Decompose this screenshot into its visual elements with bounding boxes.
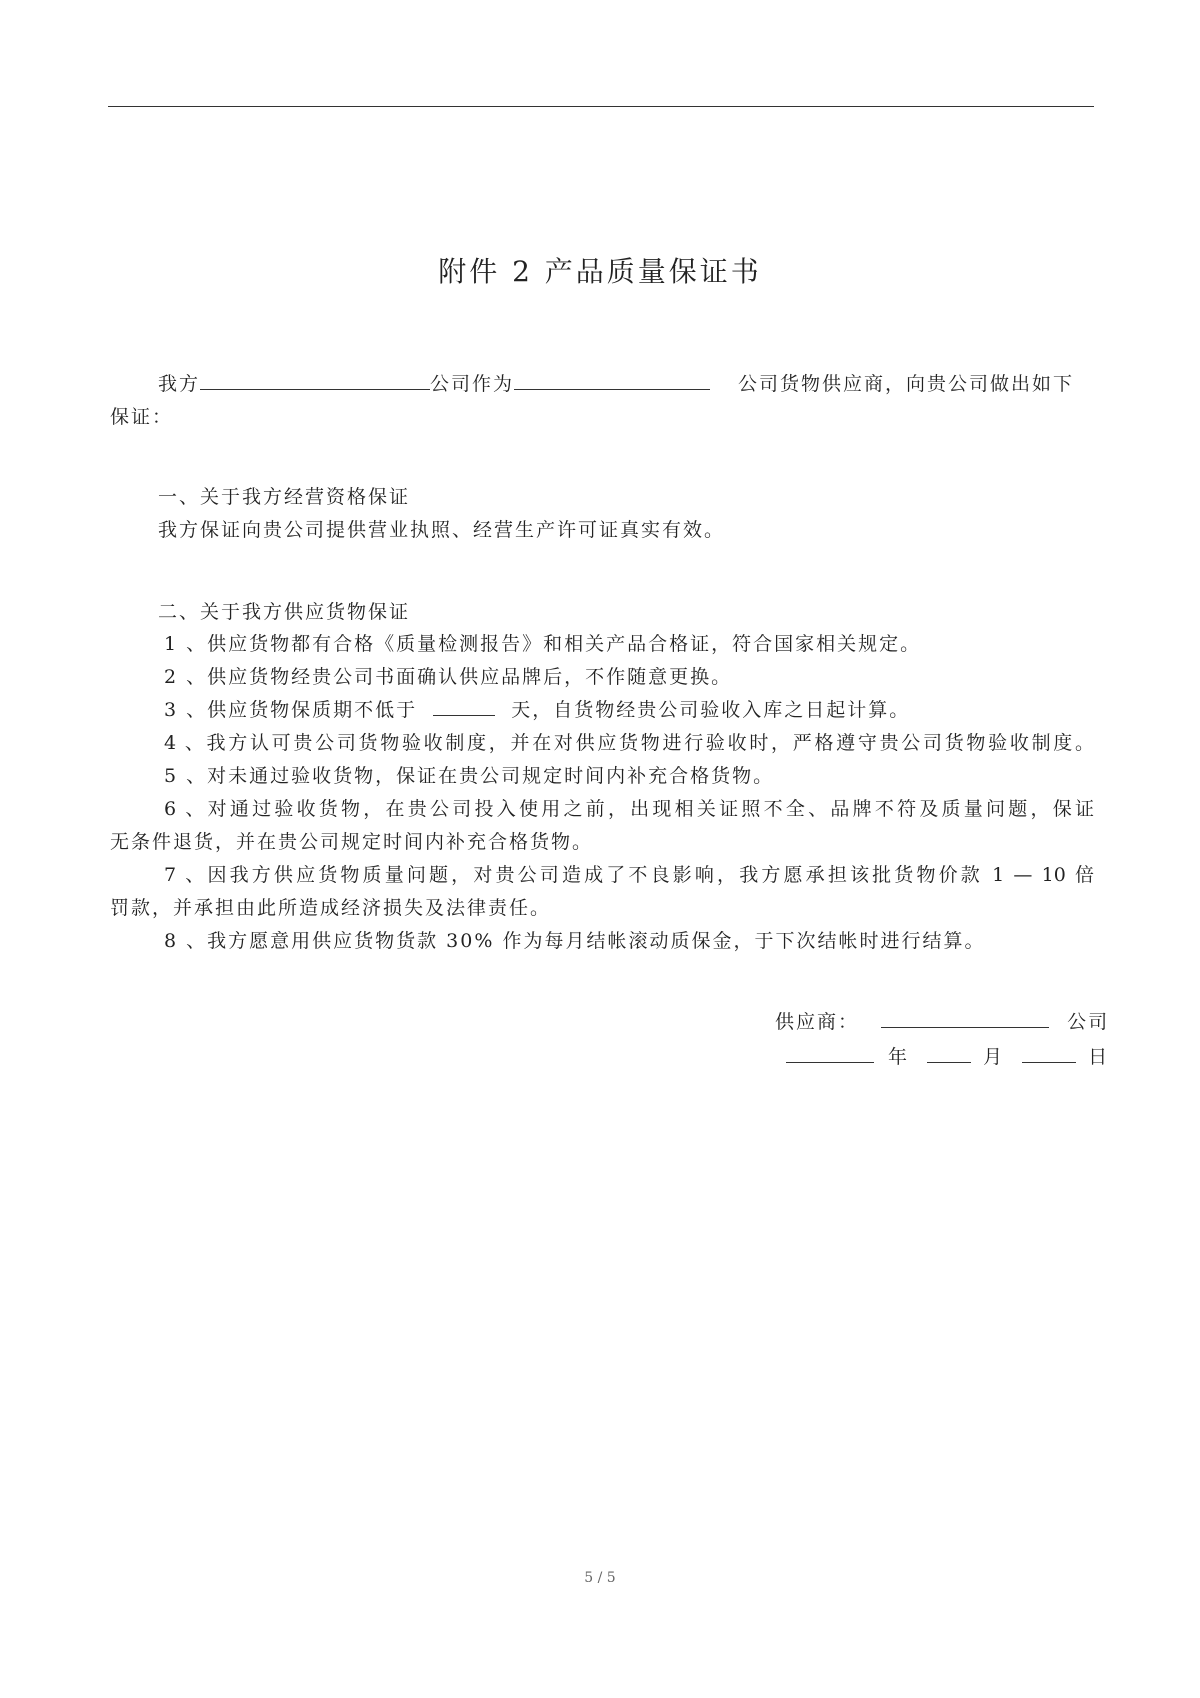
- supplier-label: 供应商：: [775, 1011, 860, 1033]
- blank-shelf-life-days: [433, 699, 495, 716]
- item3-text-a: 3 、供应货物保质期不低于: [164, 699, 418, 721]
- section1-heading: 一、关于我方经营资格保证: [158, 486, 411, 508]
- intro-line-2: 保证：: [110, 406, 174, 428]
- header-rule: [108, 106, 1094, 107]
- section2-item8: 8 、我方愿意用供应货物货款 30% 作为每月结帐滚动质保金，于下次结帐时进行结算。: [164, 930, 986, 952]
- section2-item6-line1: 6 、对通过验收货物，在贵公司投入使用之前，出现相关证照不全、品牌不符及质量问题，保证: [164, 798, 1094, 820]
- blank-supplier-name: [881, 1011, 1049, 1028]
- signature-supplier-line: [775, 1010, 1109, 1034]
- section2-item3: [164, 698, 910, 722]
- month-label: 月: [983, 1046, 1005, 1068]
- year-label: 年: [888, 1046, 910, 1068]
- intro-text-1: 我方: [158, 373, 201, 395]
- intro-text-2: 公司作为: [430, 373, 515, 395]
- section2-item4: 4 、我方认可贵公司货物验收制度，并在对供应货物进行验收时，严格遵守贵公司货物验收制度。: [164, 732, 1094, 754]
- section2-item1: 1 、供应货物都有合格《质量检测报告》和相关产品合格证，符合国家相关规定。: [164, 633, 922, 655]
- section2-item7-line2: 罚款，并承担由此所造成经济损失及法律责任。: [110, 897, 552, 919]
- signature-date-line: [786, 1045, 1109, 1069]
- section2-item5: 5 、对未通过验收货物，保证在贵公司规定时间内补充合格货物。: [164, 765, 775, 787]
- section2-item2: 2 、供应货物经贵公司书面确认供应品牌后，不作随意更换。: [164, 666, 733, 688]
- blank-company-name: [200, 373, 430, 390]
- page-number: 5 / 5: [584, 1570, 616, 1586]
- blank-year: [786, 1046, 874, 1063]
- section1-text: 我方保证向贵公司提供营业执照、经营生产许可证真实有效。: [158, 519, 726, 541]
- section2-item6-line2: 无条件退货，并在贵公司规定时间内补充合格货物。: [110, 831, 594, 853]
- section2-heading: 二、关于我方供应货物保证: [158, 601, 411, 623]
- day-label: 日: [1088, 1046, 1110, 1068]
- section2-item7-line1: 7 、因我方供应货物质量问题，对贵公司造成了不良影响，我方愿承担该批货物价款 1 — 10 倍: [164, 864, 1094, 886]
- item3-text-b: 天，自货物经贵公司验收入库之日起计算。: [511, 699, 911, 721]
- blank-buyer-company: [514, 373, 710, 390]
- blank-month: [927, 1046, 971, 1063]
- document-title: 附件 2 产品质量保证书: [438, 255, 762, 288]
- company-label: 公司: [1067, 1011, 1110, 1033]
- blank-day: [1022, 1046, 1076, 1063]
- intro-line-1-end: 公司货物供应商，向贵公司做出如下: [738, 373, 1075, 395]
- intro-line-1: [158, 372, 710, 396]
